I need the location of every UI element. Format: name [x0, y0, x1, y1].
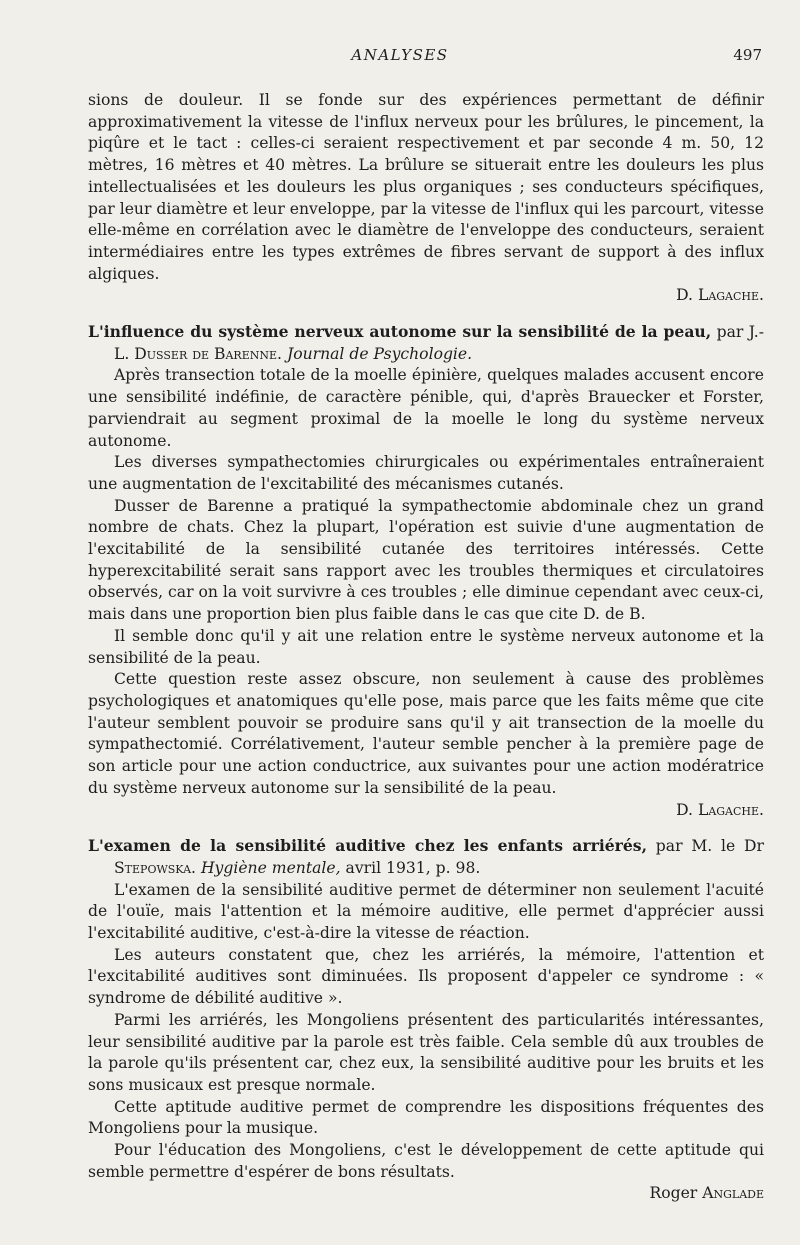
paragraph: Dusser de Barenne a pratiqué la sympathectomie abdominale chez un grand nombre de chats. Chez la plupart, l'opération est suivie d'une augmentation de l'excitabilité de la sensibilité cutanée des territoires intéressés. Cette hyperexcitabilité serait sans rapport avec les troubles thermiques et circulatoires observés, car on la voit survivre à ces troubles ; elle diminue cependant avec ceux-ci, mais dans une proportion bien plus faible dans le cas que cite D. de B.: [88, 496, 764, 624]
article-author-2: Stepowska: [114, 858, 192, 877]
paragraph: Les auteurs constatent que, chez les arriérés, la mémoire, l'attention et l'excitabilité auditives sont diminuées. Ils proposent d'appeler ce syndrome : « syndrome de débilité auditive ».: [88, 945, 764, 1008]
paragraph-text: Pour l'éducation des Mongoliens, c'est le développement de cette aptitude qui semble permettre d'espérer de bons résultats.: [88, 1141, 764, 1181]
signature: [88, 285, 764, 307]
signature: [88, 800, 764, 822]
running-title: ANALYSES: [351, 46, 449, 64]
paragraph: L'examen de la sensibilité auditive permet de déterminer non seulement l'acuité de l'ouïe, mais l'attention et la mémoire auditive, elle permet d'apprécier aussi l'excitabilité auditive, c'est-à-dire la vitesse de réaction.: [88, 880, 764, 943]
paragraph: Parmi les arriérés, les Mongoliens présentent des particularités intéressantes, leur sensibilité auditive par la parole est très faible. Cela semble dû aux troubles de la parole qu'ils présentent car, chez eux, la sensibilité auditive pour les bruits et les sons musicaux est presque normale.: [88, 1010, 764, 1094]
paragraph: [88, 669, 764, 799]
article-sep-1: .: [277, 344, 287, 363]
paragraph-text: Cette question reste assez obscure, non seulement à cause des problèmes psychologiques et anatomiques qu'elle pose, mais parce que les faits même que cite l'auteur semblent pouvoir se produire sans qu'il y ait transection de la moelle du sympathectomié. Corrélativement, l'auteur semble pencher à la première page de son article pour une action conductrice, aux suivantes pour une action modératrice du système nerveux autonome sur la sensibilité de la peau.: [88, 670, 764, 797]
article-by-2: par M. le Dr: [647, 837, 764, 856]
page-number: 497: [733, 46, 762, 64]
paragraph: Cette aptitude auditive permet de comprendre les dispositions fréquentes des Mongoliens pour la musique.: [88, 1097, 764, 1138]
article-ref-2: avril 1931, p. 98.: [340, 858, 481, 877]
continued-paragraph: sions de douleur. Il se fonde sur des expériences permettant de définir approximativement la vitesse de l'influx nerveux pour les brûlures, le pincement, la piqûre et le tact : celles-ci seraient respectivement et par seconde 4 m. 50, 12 mètres, 16 mètres et 40 mètres. La brûlure se situerait entre les douleurs les plus intellectualisées et les douleurs les plus organiques ; ses conducteurs spécifiques, par leur diamètre et leur enveloppe, par la vitesse de l'influx qui les parcourt, vitesse elle-même en corrélation avec le diamètre de l'enveloppe des conducteurs, seraient intermédiaires entre les types extrêmes de fibres servant de support à des influx algiques.: [88, 91, 764, 283]
body-text: [88, 90, 764, 1205]
signature: [88, 1183, 764, 1205]
paragraph: Il semble donc qu'il y ait une relation entre le système nerveux autonome et la sensibilité de la peau.: [88, 626, 764, 667]
article-sep-2: .: [191, 858, 201, 877]
paragraph: Les diverses sympathectomies chirurgicales ou expérimentales entraîneraient une augmentation de l'excitabilité des mécanismes cutanés.: [88, 453, 764, 493]
signature-last-name: Anglade: [702, 1184, 764, 1203]
article-heading-1: [88, 321, 764, 365]
page-header: [0, 46, 800, 68]
signature-name: Lagache.: [697, 286, 764, 305]
article-author-1: Dusser de Barenne: [134, 344, 278, 363]
article-journal-2: Hygiène mentale,: [200, 858, 341, 877]
article-journal-1: Journal de Psychologie.: [286, 344, 473, 363]
paragraph: [88, 1140, 764, 1183]
signature-name: Lagache.: [697, 800, 764, 819]
article-title-2: L'examen de la sensibilité auditive chez les enfants arriérés,: [88, 836, 648, 856]
article-heading-2: [88, 835, 764, 879]
signature-initial: D.: [676, 286, 698, 305]
article-by-1: par J.-L.: [114, 323, 764, 363]
article-title-1: L'influence du système nerveux autonome sur la sensibilité de la peau,: [88, 322, 712, 342]
signature-first-name: Roger: [649, 1184, 703, 1203]
paragraph: Après transection totale de la moelle épinière, quelques malades accusent encore une sensibilité indéfinie, de caractère pénible, qui, d'après Brauecker et Forster, parviendrait au segment proximal de la moelle le long du système nerveux autonome.: [88, 366, 764, 450]
signature-initial: D.: [676, 800, 698, 819]
